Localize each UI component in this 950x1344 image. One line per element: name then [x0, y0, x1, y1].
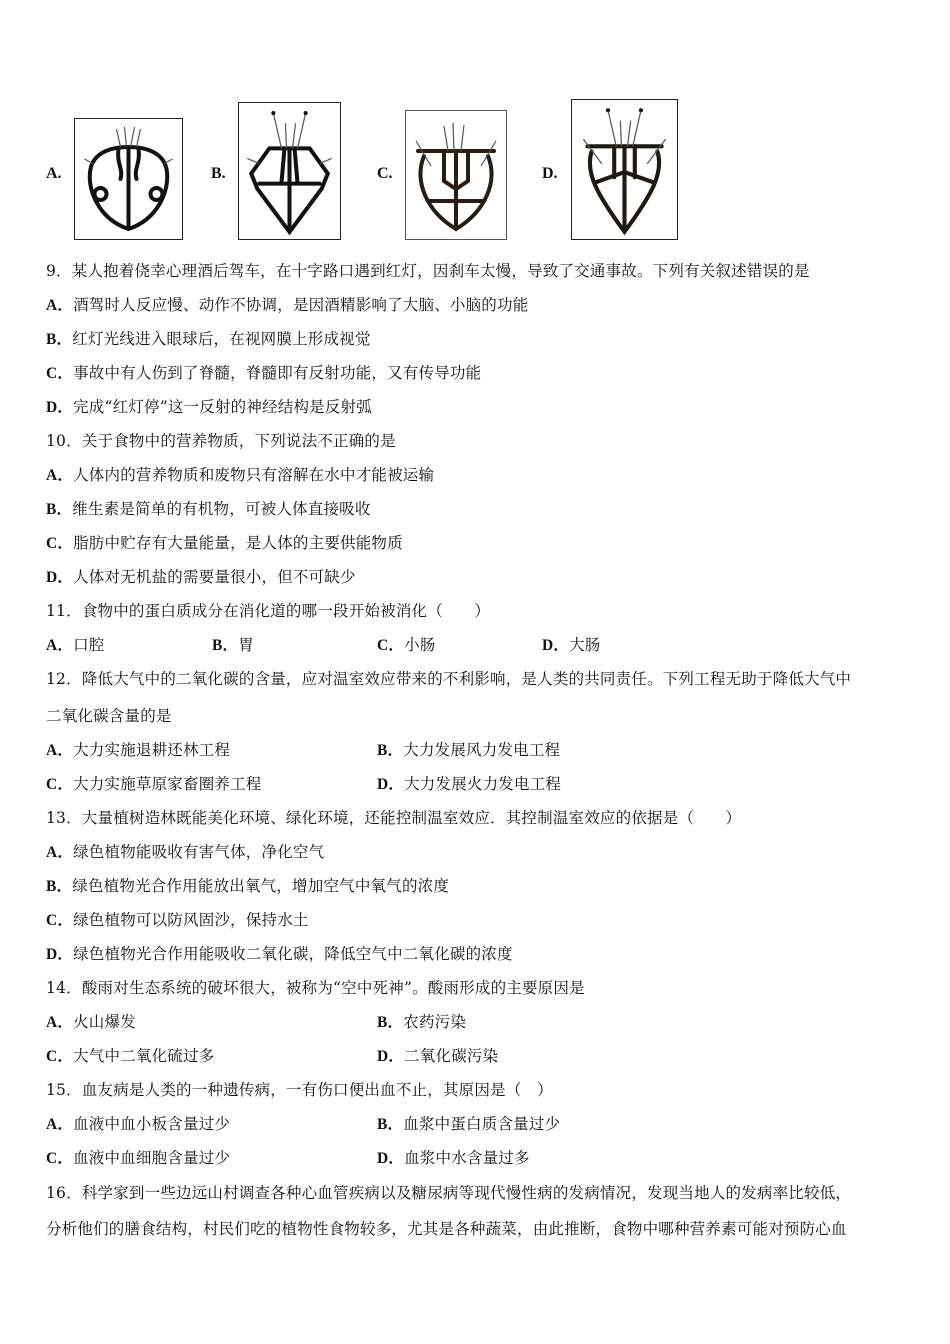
question-11-option-b [212, 635, 254, 656]
question-11-stem [46, 601, 490, 621]
question-12-option-d [377, 774, 561, 795]
figure-option-image-b [238, 102, 341, 240]
question-11-option-a [46, 635, 105, 656]
option-text: 火山爆发 [73, 1013, 136, 1031]
question-14-option-b [377, 1012, 466, 1033]
question-14-option-c [46, 1046, 214, 1067]
option-label: A． [46, 467, 74, 484]
question-16-stem-continued: 分析他们的膳食结构，村民们吃的植物性食物较多，尤其是各种蔬菜，由此推断，食物中哪种营养素可能对预防心血 [46, 1220, 847, 1238]
option-text: 大力实施草原家畜圈养工程 [73, 775, 262, 793]
option-text: 二氧化碳污染 [404, 1047, 499, 1065]
question-number: 16． [46, 1184, 82, 1202]
option-text: 血液中血细胞含量过少 [73, 1149, 231, 1167]
question-15-option-a [46, 1114, 230, 1135]
question-9-option-d [46, 397, 372, 418]
option-label: A． [46, 844, 74, 861]
option-label: D． [46, 399, 74, 416]
option-text: 人体内的营养物质和废物只有溶解在水中才能被运输 [73, 466, 435, 484]
option-label: A． [46, 297, 74, 314]
skull-diagram-icon [572, 100, 677, 239]
question-12-stem [46, 669, 851, 689]
question-11-option-d [542, 635, 601, 656]
option-text: 脂肪中贮存有大量能量，是人体的主要供能物质 [73, 534, 403, 552]
option-text: 事故中有人伤到了脊髓，脊髓即有反射功能，又有传导功能 [73, 364, 482, 382]
option-label: C． [46, 535, 74, 552]
option-label: D． [377, 776, 405, 793]
option-text: 大力实施退耕还林工程 [73, 741, 231, 759]
question-9-option-a [46, 295, 528, 316]
question-text: 关于食物中的营养物质，下列说法不正确的是 [81, 432, 396, 450]
figure-option-label-d: D. [542, 165, 558, 182]
question-9-option-b [46, 329, 371, 350]
question-number: 15． [46, 1081, 82, 1099]
option-label: C． [377, 637, 405, 654]
option-label: C． [46, 776, 74, 793]
option-text: 绿色植物能吸收有害气体，净化空气 [73, 843, 325, 861]
option-text: 口腔 [73, 636, 105, 654]
option-text: 绿色植物光合作用能吸收二氧化碳，降低空气中二氧化碳的浓度 [73, 945, 513, 963]
option-label: D． [542, 637, 570, 654]
option-text: 绿色植物光合作用能放出氧气，增加空气中氧气的浓度 [72, 877, 450, 895]
option-text: 大肠 [569, 636, 601, 654]
question-15-stem [46, 1080, 553, 1100]
question-10-option-c [46, 533, 403, 554]
option-label: D． [377, 1048, 405, 1065]
option-text: 绿色植物可以防风固沙，保持水土 [73, 911, 309, 929]
option-label: A． [46, 637, 74, 654]
option-text: 完成“红灯停”这一反射的神经结构是反射弧 [73, 398, 372, 416]
question-12-stem-continued: 二氧化碳含量的是 [46, 707, 172, 725]
question-10-option-b [46, 499, 371, 520]
option-label: D． [46, 946, 74, 963]
question-16-stem [46, 1183, 851, 1203]
option-label: A． [46, 1116, 74, 1133]
question-14-stem [46, 978, 585, 998]
option-text: 血浆中蛋白质含量过少 [403, 1115, 561, 1133]
question-10-option-a [46, 465, 434, 486]
option-text: 酒驾时人反应慢、动作不协调，是因酒精影响了大脑、小脑的功能 [73, 296, 529, 314]
option-label: B． [46, 331, 73, 348]
question-number: 9． [46, 262, 72, 280]
option-text: 红灯光线进入眼球后，在视网膜上形成视觉 [72, 330, 371, 348]
skull-diagram-icon [239, 103, 340, 239]
question-13-option-c [46, 910, 309, 931]
question-15-option-b [377, 1114, 560, 1135]
question-9-stem [46, 261, 810, 281]
figure-option-label-a: A. [46, 165, 62, 182]
question-number: 12． [46, 670, 82, 688]
question-12-option-a [46, 740, 230, 761]
question-12-option-c [46, 774, 262, 795]
question-14-option-d [377, 1046, 498, 1067]
option-label: C． [46, 1150, 74, 1167]
question-13-option-a [46, 842, 324, 863]
option-label: B． [377, 742, 404, 759]
option-label: B． [212, 637, 239, 654]
skull-diagram-icon [75, 119, 182, 239]
option-text: 大力发展火力发电工程 [404, 775, 562, 793]
option-text: 大气中二氧化硫过多 [73, 1047, 215, 1065]
figure-option-label-b: B. [211, 165, 226, 182]
question-number: 13． [46, 809, 82, 827]
figure-option-image-c [405, 110, 507, 240]
option-label: B． [46, 878, 73, 895]
option-text: 血浆中水含量过多 [404, 1149, 530, 1167]
option-text: 胃 [238, 636, 254, 654]
figure-option-image-d [571, 99, 678, 240]
skull-diagram-icon [406, 111, 506, 239]
question-number: 11． [46, 602, 82, 620]
option-label: D． [377, 1150, 405, 1167]
question-text: 酸雨对生态系统的破坏很大，被称为“空中死神”。酸雨形成的主要原因是 [81, 979, 585, 997]
question-text: 食物中的蛋白质成分在消化道的哪一段开始被消化（ ） [81, 602, 491, 620]
question-15-option-d [377, 1148, 530, 1169]
option-label: C． [46, 1048, 74, 1065]
question-13-stem [46, 808, 741, 828]
question-text: 大量植树造林既能美化环境、绿化环境，还能控制温室效应．其控制温室效应的依据是（ ） [81, 809, 742, 827]
question-text: 降低大气中的二氧化碳的含量，应对温室效应带来的不利影响，是人类的共同责任。下列工程无助于降低大气中 [81, 670, 852, 688]
question-number: 14． [46, 979, 82, 997]
question-12-option-b [377, 740, 560, 761]
question-9-option-c [46, 363, 481, 384]
question-14-option-a [46, 1012, 136, 1033]
option-text: 农药污染 [403, 1013, 467, 1031]
question-15-option-c [46, 1148, 230, 1169]
option-label: B． [46, 501, 73, 518]
option-label: B． [377, 1014, 404, 1031]
option-text: 小肠 [404, 636, 436, 654]
question-text: 血友病是人类的一种遗传病，一有伤口便出血不止，其原因是（ ） [81, 1081, 553, 1099]
question-11-option-c [377, 635, 436, 656]
question-13-option-d [46, 944, 513, 965]
option-text: 大力发展风力发电工程 [403, 741, 561, 759]
option-label: A． [46, 1014, 74, 1031]
question-10-stem [46, 431, 396, 451]
option-label: C． [46, 912, 74, 929]
option-label: B． [377, 1116, 404, 1133]
question-13-option-b [46, 876, 449, 897]
question-text: 某人抱着侥幸心理酒后驾车，在十字路口遇到红灯，因刹车太慢，导致了交通事故。下列有关叙述错误的是 [71, 262, 810, 280]
option-text: 血液中血小板含量过少 [73, 1115, 231, 1133]
question-10-option-d [46, 567, 356, 588]
option-text: 维生素是简单的有机物，可被人体直接吸收 [72, 500, 371, 518]
question-text: 科学家到一些边远山村调查各种心血管疾病以及糖尿病等现代慢性病的发病情况，发现当地人的发病率比较低， [81, 1184, 852, 1202]
option-label: D． [46, 569, 74, 586]
option-label: A． [46, 742, 74, 759]
option-label: C． [46, 365, 74, 382]
option-text: 人体对无机盐的需要量很小，但不可缺少 [73, 568, 356, 586]
question-number: 10． [46, 432, 82, 450]
figure-option-label-c: C. [377, 165, 393, 182]
figure-option-image-a [74, 118, 183, 240]
